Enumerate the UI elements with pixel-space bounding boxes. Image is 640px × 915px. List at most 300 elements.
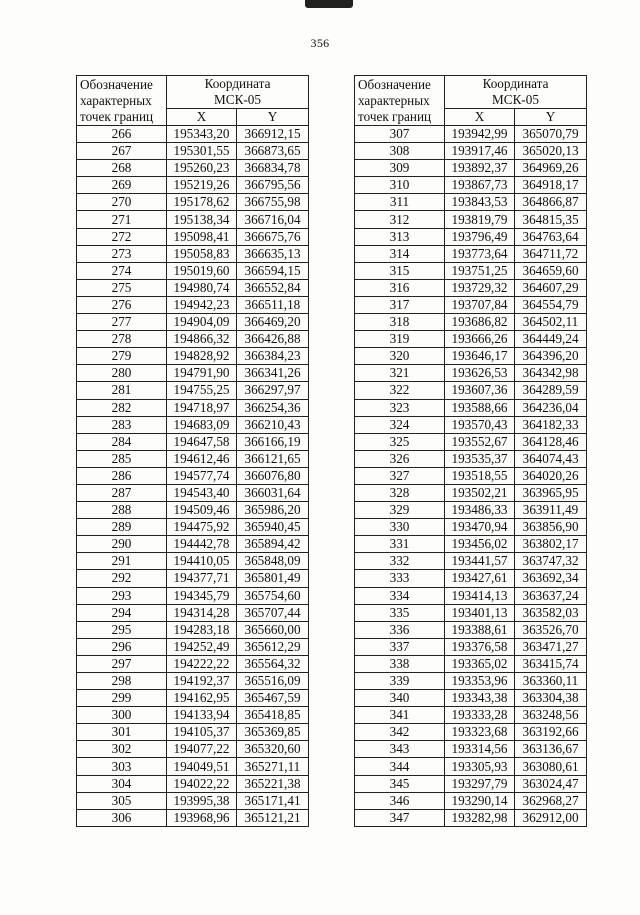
y-coordinate-cell: 364554,79: [515, 296, 587, 313]
x-coordinate-cell: 193892,37: [445, 160, 515, 177]
x-coordinate-cell: 193314,56: [445, 741, 515, 758]
point-number-cell: 336: [355, 621, 445, 638]
point-number-cell: 287: [77, 484, 167, 501]
y-coordinate-cell: 363911,49: [515, 502, 587, 519]
x-coordinate-cell: 194509,46: [167, 502, 237, 519]
table-row: [77, 553, 309, 570]
y-coordinate-cell: 364866,87: [515, 194, 587, 211]
y-coordinate-cell: 363304,38: [515, 690, 587, 707]
point-number-cell: 274: [77, 262, 167, 279]
table-row: [77, 724, 309, 741]
point-number-cell: 294: [77, 604, 167, 621]
y-coordinate-cell: 365171,41: [237, 792, 309, 809]
table-row: [355, 211, 587, 228]
table-row: [355, 604, 587, 621]
point-number-cell: 278: [77, 331, 167, 348]
point-label-header: Обозначение характерных точек границ: [355, 76, 445, 126]
x-coordinate-cell: 193819,79: [445, 211, 515, 228]
x-coordinate-cell: 194755,25: [167, 382, 237, 399]
table-row: [77, 433, 309, 450]
y-coordinate-cell: 364969,26: [515, 160, 587, 177]
table-row: [355, 245, 587, 262]
x-coordinate-cell: 193290,14: [445, 792, 515, 809]
point-number-cell: 291: [77, 553, 167, 570]
y-coordinate-cell: 365271,11: [237, 758, 309, 775]
x-coordinate-cell: 194683,09: [167, 416, 237, 433]
table-row: [77, 245, 309, 262]
x-coordinate-cell: 194942,23: [167, 296, 237, 313]
y-coordinate-cell: 365801,49: [237, 570, 309, 587]
y-coordinate-cell: 363965,95: [515, 484, 587, 501]
point-number-cell: 328: [355, 484, 445, 501]
table-row: [355, 194, 587, 211]
table-row: [77, 519, 309, 536]
table-row: [77, 177, 309, 194]
point-number-cell: 271: [77, 211, 167, 228]
x-coordinate-cell: 194442,78: [167, 536, 237, 553]
y-coordinate-cell: 366635,13: [237, 245, 309, 262]
point-number-cell: 275: [77, 279, 167, 296]
table-row: [77, 365, 309, 382]
point-number-cell: 325: [355, 433, 445, 450]
table-body: [77, 126, 309, 827]
table-row: [355, 177, 587, 194]
x-coordinate-cell: 193995,38: [167, 792, 237, 809]
table-row: [355, 792, 587, 809]
x-coordinate-cell: 194283,18: [167, 621, 237, 638]
point-number-cell: 331: [355, 536, 445, 553]
y-coordinate-cell: 365121,21: [237, 809, 309, 826]
x-coordinate-cell: 193867,73: [445, 177, 515, 194]
table-row: [77, 126, 309, 143]
point-number-cell: 310: [355, 177, 445, 194]
table-row: [77, 809, 309, 826]
table-row: [77, 792, 309, 809]
point-number-cell: 322: [355, 382, 445, 399]
y-coordinate-cell: 365418,85: [237, 707, 309, 724]
y-coordinate-cell: 366552,84: [237, 279, 309, 296]
point-number-cell: 285: [77, 450, 167, 467]
y-coordinate-cell: 363136,67: [515, 741, 587, 758]
y-coordinate-cell: 363747,32: [515, 553, 587, 570]
x-coordinate-cell: 193401,13: [445, 604, 515, 621]
x-coordinate-cell: 193518,55: [445, 467, 515, 484]
table-row: [355, 724, 587, 741]
x-coordinate-cell: 194222,22: [167, 655, 237, 672]
table-row: [355, 262, 587, 279]
y-coordinate-cell: 363360,11: [515, 673, 587, 690]
table-row: [355, 143, 587, 160]
x-coordinate-cell: 193588,66: [445, 399, 515, 416]
x-coordinate-cell: 194133,94: [167, 707, 237, 724]
point-number-cell: 321: [355, 365, 445, 382]
x-coordinate-cell: 193968,96: [167, 809, 237, 826]
point-number-cell: 311: [355, 194, 445, 211]
x-coordinate-cell: 194314,28: [167, 604, 237, 621]
y-coordinate-cell: 366873,65: [237, 143, 309, 160]
y-coordinate-cell: 364236,04: [515, 399, 587, 416]
y-coordinate-cell: 365940,45: [237, 519, 309, 536]
point-number-cell: 323: [355, 399, 445, 416]
y-coordinate-cell: 366121,65: [237, 450, 309, 467]
table-row: [355, 587, 587, 604]
point-number-cell: 329: [355, 502, 445, 519]
x-coordinate-cell: 193333,28: [445, 707, 515, 724]
coordinate-system-header: Координата МСК-05: [167, 76, 309, 109]
y-coordinate-cell: 366426,88: [237, 331, 309, 348]
table-row: [355, 621, 587, 638]
y-coordinate-cell: 364342,98: [515, 365, 587, 382]
y-coordinate-cell: 364763,64: [515, 228, 587, 245]
table-row: [355, 673, 587, 690]
x-coordinate-cell: 194612,46: [167, 450, 237, 467]
point-number-cell: 306: [77, 809, 167, 826]
y-coordinate-cell: 366912,15: [237, 126, 309, 143]
point-number-cell: 268: [77, 160, 167, 177]
point-number-cell: 309: [355, 160, 445, 177]
point-number-cell: 307: [355, 126, 445, 143]
x-coordinate-cell: 193470,94: [445, 519, 515, 536]
table-row: [77, 673, 309, 690]
x-coordinate-cell: 193552,67: [445, 433, 515, 450]
x-coordinate-cell: 194345,79: [167, 587, 237, 604]
y-coordinate-cell: 363415,74: [515, 655, 587, 672]
point-label-header: Обозначение характерных точек границ: [77, 76, 167, 126]
table-row: [355, 279, 587, 296]
point-number-cell: 320: [355, 348, 445, 365]
table-row: [77, 211, 309, 228]
x-coordinate-cell: 193297,79: [445, 775, 515, 792]
y-coordinate-cell: 365660,00: [237, 621, 309, 638]
table-row: [77, 707, 309, 724]
y-coordinate-cell: 365986,20: [237, 502, 309, 519]
point-number-cell: 324: [355, 416, 445, 433]
x-coordinate-cell: 193666,26: [445, 331, 515, 348]
point-number-cell: 303: [77, 758, 167, 775]
y-coordinate-cell: 365320,60: [237, 741, 309, 758]
table-row: [355, 502, 587, 519]
y-coordinate-cell: 363582,03: [515, 604, 587, 621]
y-coordinate-cell: 365612,29: [237, 638, 309, 655]
table-row: [355, 741, 587, 758]
x-coordinate-cell: 194647,58: [167, 433, 237, 450]
x-coordinate-cell: 193942,99: [445, 126, 515, 143]
point-number-cell: 335: [355, 604, 445, 621]
table-row: [355, 570, 587, 587]
y-coordinate-cell: 364289,59: [515, 382, 587, 399]
table-row: [355, 126, 587, 143]
table-row: [77, 143, 309, 160]
table-row: [355, 382, 587, 399]
y-coordinate-cell: 364659,60: [515, 262, 587, 279]
x-coordinate-cell: 193796,49: [445, 228, 515, 245]
x-coordinate-cell: 195019,60: [167, 262, 237, 279]
table-row: [355, 775, 587, 792]
point-number-cell: 283: [77, 416, 167, 433]
y-coordinate-cell: 366675,76: [237, 228, 309, 245]
x-coordinate-cell: 195343,20: [167, 126, 237, 143]
x-coordinate-cell: 193353,96: [445, 673, 515, 690]
x-column-header: X: [445, 109, 515, 126]
point-number-cell: 300: [77, 707, 167, 724]
point-number-cell: 314: [355, 245, 445, 262]
table-row: [355, 519, 587, 536]
y-coordinate-cell: 364074,43: [515, 450, 587, 467]
point-number-cell: 334: [355, 587, 445, 604]
table-row: [77, 775, 309, 792]
y-coordinate-cell: 363856,90: [515, 519, 587, 536]
x-coordinate-cell: 194252,49: [167, 638, 237, 655]
table-row: [77, 741, 309, 758]
point-number-cell: 305: [77, 792, 167, 809]
x-coordinate-cell: 193535,37: [445, 450, 515, 467]
x-coordinate-cell: 193441,57: [445, 553, 515, 570]
y-coordinate-cell: 366511,18: [237, 296, 309, 313]
table-row: [355, 160, 587, 177]
x-coordinate-cell: 193323,68: [445, 724, 515, 741]
table-row: [77, 604, 309, 621]
x-column-header: X: [167, 109, 237, 126]
point-number-cell: 296: [77, 638, 167, 655]
x-coordinate-cell: 195098,41: [167, 228, 237, 245]
x-coordinate-cell: 194022,22: [167, 775, 237, 792]
y-coordinate-cell: 365369,85: [237, 724, 309, 741]
y-coordinate-cell: 366834,78: [237, 160, 309, 177]
table-row: [77, 296, 309, 313]
y-coordinate-cell: 366166,19: [237, 433, 309, 450]
y-coordinate-cell: 365020,13: [515, 143, 587, 160]
y-coordinate-cell: 364449,24: [515, 331, 587, 348]
y-coordinate-cell: 363471,27: [515, 638, 587, 655]
point-number-cell: 312: [355, 211, 445, 228]
point-number-cell: 304: [77, 775, 167, 792]
table-row: [77, 314, 309, 331]
table-row: [77, 194, 309, 211]
y-coordinate-cell: 364182,33: [515, 416, 587, 433]
y-coordinate-cell: 364020,26: [515, 467, 587, 484]
x-coordinate-cell: 193365,02: [445, 655, 515, 672]
table-row: [355, 365, 587, 382]
x-coordinate-cell: 193751,25: [445, 262, 515, 279]
table-row: [355, 450, 587, 467]
table-row: [77, 621, 309, 638]
x-coordinate-cell: 194577,74: [167, 467, 237, 484]
table-body: [355, 126, 587, 827]
x-coordinate-cell: 193388,61: [445, 621, 515, 638]
x-coordinate-cell: 194904,09: [167, 314, 237, 331]
point-number-cell: 337: [355, 638, 445, 655]
coordinates-table-right: [354, 75, 587, 827]
point-number-cell: 308: [355, 143, 445, 160]
x-coordinate-cell: 193486,33: [445, 502, 515, 519]
x-coordinate-cell: 195058,83: [167, 245, 237, 262]
x-coordinate-cell: 193773,64: [445, 245, 515, 262]
y-coordinate-cell: 363637,24: [515, 587, 587, 604]
x-coordinate-cell: 194828,92: [167, 348, 237, 365]
point-number-cell: 277: [77, 314, 167, 331]
y-coordinate-cell: 365516,09: [237, 673, 309, 690]
y-coordinate-cell: 364815,35: [515, 211, 587, 228]
point-number-cell: 279: [77, 348, 167, 365]
coordinates-table-left: [76, 75, 309, 827]
point-number-cell: 288: [77, 502, 167, 519]
x-coordinate-cell: 193626,53: [445, 365, 515, 382]
point-number-cell: 267: [77, 143, 167, 160]
x-coordinate-cell: 193570,43: [445, 416, 515, 433]
point-number-cell: 289: [77, 519, 167, 536]
point-number-cell: 339: [355, 673, 445, 690]
scan-binding-mark: [305, 0, 353, 8]
point-number-cell: 347: [355, 809, 445, 826]
table-row: [355, 467, 587, 484]
table-row: [77, 279, 309, 296]
point-number-cell: 346: [355, 792, 445, 809]
y-coordinate-cell: 366594,15: [237, 262, 309, 279]
point-number-cell: 318: [355, 314, 445, 331]
x-coordinate-cell: 194980,74: [167, 279, 237, 296]
table-row: [355, 536, 587, 553]
point-number-cell: 281: [77, 382, 167, 399]
y-coordinate-cell: 362912,00: [515, 809, 587, 826]
table-row: [77, 690, 309, 707]
table-row: [355, 228, 587, 245]
point-number-cell: 330: [355, 519, 445, 536]
point-number-cell: 313: [355, 228, 445, 245]
x-coordinate-cell: 193502,21: [445, 484, 515, 501]
table-row: [355, 707, 587, 724]
table-row: [77, 536, 309, 553]
point-number-cell: 340: [355, 690, 445, 707]
y-coordinate-cell: 366210,43: [237, 416, 309, 433]
table-row: [77, 228, 309, 245]
point-number-cell: 284: [77, 433, 167, 450]
point-number-cell: 273: [77, 245, 167, 262]
y-coordinate-cell: 366031,64: [237, 484, 309, 501]
point-number-cell: 280: [77, 365, 167, 382]
y-coordinate-cell: 364502,11: [515, 314, 587, 331]
point-number-cell: 297: [77, 655, 167, 672]
x-coordinate-cell: 195260,23: [167, 160, 237, 177]
x-coordinate-cell: 194475,92: [167, 519, 237, 536]
x-coordinate-cell: 193646,17: [445, 348, 515, 365]
table-row: [355, 553, 587, 570]
y-coordinate-cell: 366716,04: [237, 211, 309, 228]
point-number-cell: 266: [77, 126, 167, 143]
x-coordinate-cell: 193843,53: [445, 194, 515, 211]
x-coordinate-cell: 193456,02: [445, 536, 515, 553]
point-number-cell: 317: [355, 296, 445, 313]
coordinate-system-header: Координата МСК-05: [445, 76, 587, 109]
table-row: [355, 416, 587, 433]
x-coordinate-cell: 194192,37: [167, 673, 237, 690]
y-coordinate-cell: 365070,79: [515, 126, 587, 143]
point-number-cell: 343: [355, 741, 445, 758]
x-coordinate-cell: 193376,58: [445, 638, 515, 655]
x-coordinate-cell: 193607,36: [445, 382, 515, 399]
table-row: [355, 638, 587, 655]
y-coordinate-cell: 365754,60: [237, 587, 309, 604]
point-number-cell: 338: [355, 655, 445, 672]
point-number-cell: 282: [77, 399, 167, 416]
table-row: [355, 314, 587, 331]
table-row: [77, 638, 309, 655]
y-coordinate-cell: 365221,38: [237, 775, 309, 792]
point-number-cell: 293: [77, 587, 167, 604]
table-row: [355, 331, 587, 348]
table-row: [355, 809, 587, 826]
y-coordinate-cell: 363802,17: [515, 536, 587, 553]
point-number-cell: 327: [355, 467, 445, 484]
table-row: [355, 433, 587, 450]
point-number-cell: 316: [355, 279, 445, 296]
point-number-cell: 269: [77, 177, 167, 194]
y-coordinate-cell: 365467,59: [237, 690, 309, 707]
point-number-cell: 315: [355, 262, 445, 279]
y-coordinate-cell: 365707,44: [237, 604, 309, 621]
x-coordinate-cell: 195138,34: [167, 211, 237, 228]
table-row: [355, 399, 587, 416]
point-number-cell: 341: [355, 707, 445, 724]
x-coordinate-cell: 194162,95: [167, 690, 237, 707]
point-number-cell: 345: [355, 775, 445, 792]
point-number-cell: 298: [77, 673, 167, 690]
x-coordinate-cell: 193686,82: [445, 314, 515, 331]
page-number: 356: [310, 36, 330, 50]
y-column-header: Y: [237, 109, 309, 126]
x-coordinate-cell: 193917,46: [445, 143, 515, 160]
table-row: [355, 758, 587, 775]
y-coordinate-cell: 363024,47: [515, 775, 587, 792]
y-coordinate-cell: 363248,56: [515, 707, 587, 724]
y-coordinate-cell: 364607,29: [515, 279, 587, 296]
x-coordinate-cell: 195178,62: [167, 194, 237, 211]
x-coordinate-cell: 195301,55: [167, 143, 237, 160]
table-row: [77, 450, 309, 467]
y-coordinate-cell: 362968,27: [515, 792, 587, 809]
y-coordinate-cell: 366795,56: [237, 177, 309, 194]
table-row: [77, 467, 309, 484]
y-coordinate-cell: 366755,98: [237, 194, 309, 211]
table-row: [355, 655, 587, 672]
table-row: [77, 655, 309, 672]
x-coordinate-cell: 195219,26: [167, 177, 237, 194]
x-coordinate-cell: 194410,05: [167, 553, 237, 570]
point-number-cell: 270: [77, 194, 167, 211]
point-number-cell: 319: [355, 331, 445, 348]
x-coordinate-cell: 193707,84: [445, 296, 515, 313]
y-coordinate-cell: 366469,20: [237, 314, 309, 331]
table-row: [355, 690, 587, 707]
x-coordinate-cell: 194543,40: [167, 484, 237, 501]
table-row: [77, 348, 309, 365]
y-coordinate-cell: 365564,32: [237, 655, 309, 672]
table-row: [77, 587, 309, 604]
table-row: [355, 484, 587, 501]
point-number-cell: 302: [77, 741, 167, 758]
y-coordinate-cell: 364396,20: [515, 348, 587, 365]
point-number-cell: 344: [355, 758, 445, 775]
table-row: [77, 331, 309, 348]
y-coordinate-cell: 364711,72: [515, 245, 587, 262]
table-row: [77, 382, 309, 399]
x-coordinate-cell: 194718,97: [167, 399, 237, 416]
x-coordinate-cell: 194791,90: [167, 365, 237, 382]
x-coordinate-cell: 193729,32: [445, 279, 515, 296]
point-number-cell: 326: [355, 450, 445, 467]
point-number-cell: 295: [77, 621, 167, 638]
y-coordinate-cell: 363692,34: [515, 570, 587, 587]
point-number-cell: 301: [77, 724, 167, 741]
